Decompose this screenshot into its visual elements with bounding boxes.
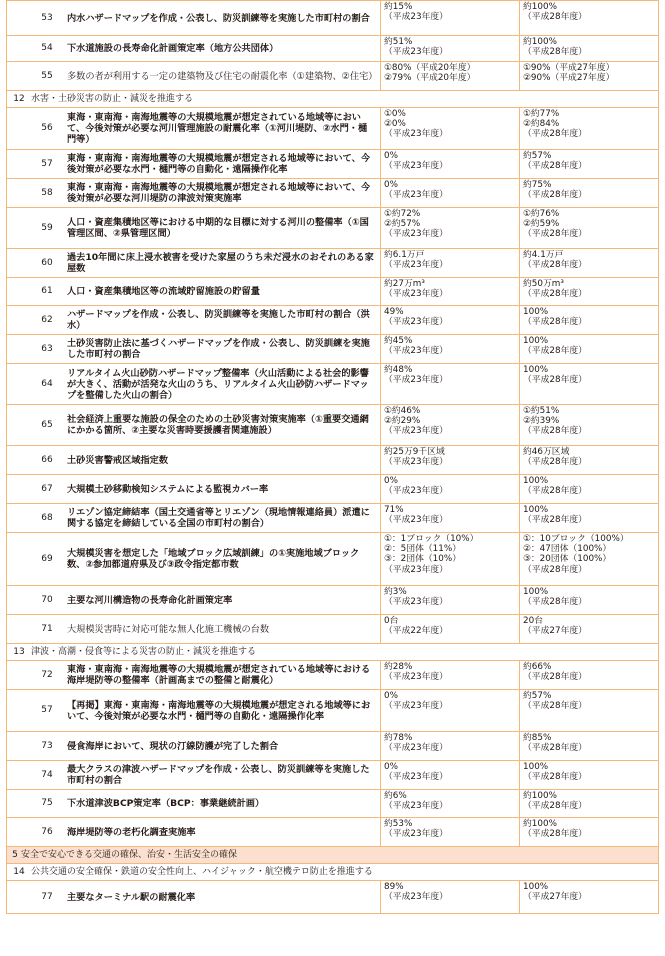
baseline-line: 約28% [384,662,413,672]
target-line: （平成28年度） [523,289,587,300]
baseline-line: （平成23年度） [384,129,448,140]
target-value-cell [519,533,658,585]
indent-cell [7,818,31,846]
indicator-text: 【再掲】東海・東南海・南海地震等の大規模地震が想定される地域等において、今後対策が必要な水門・樋門等の自動化・遠隔操作化率 [67,699,371,722]
table-row [7,881,658,914]
target-value-cell [519,364,658,404]
baseline-value-cell [380,661,519,689]
indicator-text: 土砂災害防止法に基づくハザードマップを作成・公表し、防災訓練を実施した市町村の割合 [67,338,370,360]
target-line: （平成28年度） [523,597,587,608]
indicator-text: ハザードマップを作成・公表し、防災訓練等を実施した市町村の割合（洪水） [67,309,370,331]
target-line: 約66% [523,662,552,672]
baseline-line: 約25万9千区域 [384,447,445,457]
target-value-cell [519,790,658,817]
target-value-cell [519,475,658,503]
indicator-number: 77 [41,891,53,902]
baseline-line: （平成23年度） [384,260,448,271]
section-title: 安全で安心できる交通の確保、治安・生活安全の確保 [21,849,238,860]
indent-cell [7,208,31,248]
indicator-number: 63 [41,343,53,354]
baseline-line: （平成22年度） [384,626,448,637]
indicator-number: 59 [41,222,53,233]
baseline-line: （平成23年度） [384,426,448,437]
target-line: （平成28年度） [523,486,587,497]
baseline-line: （平成23年度） [384,317,448,328]
indicator-text: 東海・東南海・南海地震等の大規模地震が想定される地域等において、今後対策が必要な水門・樋門等の自動化・遠隔操作化率 [67,153,371,175]
target-line: ②約39% [523,416,560,427]
baseline-value-cell [380,732,519,760]
indent-cell [7,790,31,817]
baseline-value-cell [380,150,519,178]
baseline-line: ②約29% [384,416,421,427]
target-line: （平成28年度） [523,317,587,328]
baseline-line: 約48% [384,365,413,375]
target-value-cell [519,615,658,643]
baseline-value-cell [380,108,519,149]
baseline-value-cell [380,36,519,61]
target-line: （平成28年度） [523,426,587,437]
table-row [7,818,658,847]
baseline-line: 0台 [384,616,399,626]
target-line: 約46万区域 [523,447,570,457]
baseline-line: ②0% [384,119,406,130]
target-line: （平成28年度） [523,829,587,840]
target-value-cell [519,732,658,760]
baseline-line: 0% [384,476,398,486]
target-line: （平成28年度） [523,129,587,140]
table-row [7,278,658,306]
target-value-cell [519,818,658,846]
baseline-line: 0% [384,691,398,701]
target-line: （平成27年度） [523,892,587,903]
baseline-line: （平成23年度） [384,892,448,903]
target-line: （平成28年度） [523,12,587,23]
baseline-line: ③：2団体（10%） [384,554,462,565]
target-line: 100% [523,336,549,346]
indent-cell [7,732,31,760]
target-line: （平成28年度） [523,457,587,468]
baseline-value-cell [380,446,519,474]
indent-cell [7,179,31,207]
table-row [7,208,658,249]
indicator-text: 下水道施設の長寿命化計画策定率（地方公共団体） [67,43,279,54]
baseline-line: （平成23年度） [384,457,448,468]
baseline-line: （平成23年度） [384,190,448,201]
baseline-line: （平成23年度） [384,515,448,526]
target-line: （平成28年度） [523,260,587,271]
indicator-number: 66 [41,454,53,465]
baseline-line: 約53% [384,819,413,829]
table-row [7,306,658,335]
section-number: 13 [13,646,25,657]
table-row [7,62,658,91]
target-value-cell [519,36,658,61]
indicator-text: 大規模災害を想定した「地域ブロック広域訓練」の①実施地域ブロック数、②参加都道府県及び③政令指定都市数 [67,548,360,570]
target-line: 約57% [523,691,552,701]
baseline-line: （平成23年度） [384,375,448,386]
target-line: 約100% [523,819,557,829]
target-line: （平成28年度） [523,375,587,386]
indent-cell [7,586,31,614]
indicator-number: 68 [41,512,53,523]
indent-cell [7,405,31,445]
baseline-line: （平成23年度） [384,801,448,812]
indent-cell [7,1,31,35]
indicator-number: 55 [41,70,53,81]
indicator-text: 東海・東南海・南海地震等の大規模地震が想定される地域等において、今後対策が必要な河川堤防の津波対策実施率 [67,182,371,204]
target-value-cell [519,179,658,207]
target-line: 100% [523,365,549,375]
indicator-number: 76 [41,826,53,837]
target-line: ①約76% [523,209,560,219]
table-row [7,615,658,644]
baseline-line: 約27万m³ [384,279,425,289]
baseline-line: ①：1ブロック（10%） [384,534,479,544]
target-value-cell [519,108,658,149]
indicator-number: 62 [41,314,53,325]
baseline-value-cell [380,1,519,35]
indicator-number: 69 [41,553,53,564]
section-header [7,644,658,661]
baseline-line: （平成23年度） [384,772,448,783]
baseline-value-cell [380,364,519,404]
target-line: （平成28年度） [523,229,587,240]
indicator-text: 過去10年間に床上浸水被害を受けた家屋のうち未だ浸水のおそれのある家屋数 [67,252,374,274]
baseline-value-cell [380,278,519,305]
baseline-value-cell [380,208,519,248]
target-line: ①90%（平成27年度） [523,63,615,73]
indicator-number: 73 [41,740,53,751]
indicator-number: 57 [41,705,53,716]
table-row [7,179,658,208]
indicator-text: 東海・東南海・南海地震等の大規模地震が想定されている地域等における海岸堤防等の整備率（計画高までの整備と耐震化） [67,664,371,686]
target-value-cell [519,208,658,248]
indicator-text: 大規模災害時に対応可能な無人化施工機械の台数 [67,623,270,635]
baseline-line: （平成23年度） [384,47,448,58]
target-value-cell [519,881,658,913]
target-line: 約100% [523,791,557,801]
target-value-cell [519,1,658,35]
indent-cell [7,36,31,61]
baseline-line: （平成23年度） [384,486,448,497]
target-line: （平成28年度） [523,801,587,812]
target-line: 100% [523,587,549,597]
target-line: ②約59% [523,219,560,230]
baseline-line: 71% [384,505,404,515]
target-value-cell [519,446,658,474]
target-line: 20台 [523,616,543,626]
section-header [7,91,658,108]
indicator-number: 54 [41,43,53,54]
target-line: （平成28年度） [523,190,587,201]
table-row [7,690,658,732]
target-line: （平成28年度） [523,47,587,58]
baseline-value-cell [380,249,519,277]
indicator-number: 70 [41,594,53,605]
indent-cell [7,533,31,585]
table-row [7,364,658,405]
baseline-line: ②79%（平成20年度） [384,73,476,84]
baseline-value-cell [380,586,519,614]
baseline-line: ①約72% [384,209,421,219]
baseline-value-cell [380,475,519,503]
target-value-cell [519,278,658,305]
indicator-number: 57 [41,158,53,169]
target-line: （平成27年度） [523,626,587,637]
baseline-line: （平成23年度） [384,672,448,683]
baseline-value-cell [380,881,519,913]
target-line: ②：47団体（100%） [523,544,612,555]
target-line: ③：20団体（100%） [523,554,612,565]
target-value-cell [519,661,658,689]
section-title: 公共交通の安全確保・鉄道の安全性向上、ハイジャック・航空機テロ防止を推進する [31,866,373,877]
baseline-value-cell [380,761,519,789]
baseline-line: （平成23年度） [384,12,448,23]
indent-cell [7,761,31,789]
indent-cell [7,249,31,277]
baseline-line: 49% [384,307,404,317]
indent-cell [7,446,31,474]
baseline-line: 0% [384,762,398,772]
section-number: 14 [13,866,25,877]
section-header [7,864,658,881]
indent-cell [7,881,31,913]
baseline-line: 0% [384,151,398,161]
indent-cell [7,504,31,532]
baseline-value-cell [380,306,519,334]
indent-cell [7,690,31,731]
target-value-cell [519,586,658,614]
baseline-line: （平成23年度） [384,289,448,300]
target-line: 100% [523,307,549,317]
baseline-line: 0% [384,180,398,190]
table-row [7,335,658,364]
major-section-header [7,847,658,864]
indent-cell [7,661,31,689]
indent-cell [7,615,31,643]
target-value-cell [519,761,658,789]
baseline-line: ①80%（平成20年度） [384,63,476,73]
indicator-text: 人口・資産集積地区等における中期的な目標に対する河川の整備率（①国管理区間、②県管理区間） [67,217,369,239]
indicator-text: 主要なターミナル駅の耐震化率 [67,891,196,903]
indicator-number: 64 [41,378,53,389]
indicator-number: 60 [41,257,53,268]
section-number: 12 [13,93,25,104]
baseline-line: （平成23年度） [384,346,448,357]
table-row [7,475,658,504]
baseline-line: ②：5団体（11%） [384,544,462,555]
target-value-cell [519,690,658,731]
target-value-cell [519,150,658,178]
target-line: （平成28年度） [523,515,587,526]
baseline-value-cell [380,504,519,532]
baseline-line: （平成23年度） [384,597,448,608]
table-row [7,661,658,690]
baseline-line: 約51% [384,37,413,47]
table-row [7,586,658,615]
indicator-text: 最大クラスの津波ハザードマップを作成・公表し、防災訓練等を実施した市町村の割合 [67,764,370,786]
table-row [7,249,658,278]
baseline-line: 約45% [384,336,413,346]
indent-cell [7,335,31,363]
target-line: 約75% [523,180,552,190]
indicator-text: 人口・資産集積地区等の流域貯留施設の貯留量 [67,286,260,297]
target-line: ②90%（平成27年度） [523,73,615,84]
indent-cell [7,475,31,503]
indicator-number: 72 [41,669,53,680]
target-line: （平成28年度） [523,772,587,783]
baseline-value-cell [380,615,519,643]
baseline-line: （平成23年度） [384,829,448,840]
table-row [7,761,658,790]
indent-cell [7,306,31,334]
baseline-line: 約6.1万戸 [384,250,425,260]
target-line: 100% [523,762,549,772]
indicator-text: 内水ハザードマップを作成・公表し、防災訓練等を実施した市町村の割合 [67,12,370,24]
target-value-cell [519,249,658,277]
baseline-line: 89% [384,882,404,892]
baseline-value-cell [380,62,519,90]
target-line: （平成28年度） [523,346,587,357]
target-line: ①約51% [523,406,560,416]
indent-cell [7,278,31,305]
baseline-line: （平成23年度） [384,229,448,240]
table-row [7,504,658,533]
indicator-text: 多数の者が利用する一定の建築物及び住宅の耐震化率（①建築物、②住宅） [67,70,378,82]
indicator-number: 75 [41,798,53,809]
baseline-value-cell [380,818,519,846]
indicator-number: 71 [41,623,53,634]
table-row [7,150,658,179]
indent-cell [7,62,31,90]
target-line: （平成28年度） [523,564,587,575]
table-row [7,732,658,761]
indicator-number: 56 [41,123,53,134]
baseline-line: （平成23年度） [384,701,448,712]
table-row [7,36,658,62]
target-line: （平成28年度） [523,701,587,712]
target-line: 約100% [523,2,557,12]
target-line: （平成28年度） [523,743,587,754]
indicator-text: リエゾン協定締結率（国土交通省等とリエゾン（現地情報連絡員）派遣に関する協定を締結している全国の市町村の割合） [67,507,370,529]
indicator-text: 土砂災害警戒区域指定数 [67,454,169,466]
target-line: 100% [523,882,549,892]
table-row [7,1,658,36]
table-row [7,446,658,475]
baseline-line: ②約57% [384,219,421,230]
indicator-number: 58 [41,187,53,198]
indicator-text: 下水道津波BCP策定率（BCP：事業継続計画） [67,798,265,809]
baseline-value-cell [380,179,519,207]
target-line: 100% [523,505,549,515]
baseline-line: 約3% [384,587,407,597]
indicator-table [6,0,659,914]
baseline-value-cell [380,690,519,731]
indicator-text: 侵食海岸において、現状の汀線防護が完了した割合 [67,740,279,752]
target-line: （平成28年度） [523,672,587,683]
indicator-number: 61 [41,286,53,297]
target-line: ①：10ブロック（100%） [523,534,629,544]
target-value-cell [519,504,658,532]
baseline-value-cell [380,405,519,445]
target-line: ①約77% [523,109,560,119]
target-line: 約50万m³ [523,279,564,289]
indicator-text: 社会経済上重要な施設の保全のための土砂災害対策実施率（①重要交通網にかかる箇所、②主要な災害時要援護者関連施設） [67,414,369,436]
indent-cell [7,108,31,149]
indicator-text: 海岸堤防等の老朽化調査実施率 [67,826,196,838]
indicator-text: 東海・東南海・南海地震等の大規模地震が想定されている地域等において、今後対策が必要な河川管理施設の耐震化率（①河川堤防、②水門・樋門等） [67,112,368,145]
indent-cell [7,364,31,404]
section-title: 水害・土砂災害の防止・減災を推進する [31,93,194,104]
section-title: 津波・高潮・侵食等による災害の防止・減災を推進する [31,646,257,657]
target-value-cell [519,306,658,334]
baseline-line: 約78% [384,733,413,743]
table-row [7,108,658,150]
target-value-cell [519,405,658,445]
target-line: 約85% [523,733,552,743]
baseline-value-cell [380,533,519,585]
baseline-line: （平成23年度） [384,743,448,754]
target-line: 約57% [523,151,552,161]
target-line: 約100% [523,37,557,47]
baseline-line: 約15% [384,2,413,12]
target-line: ②約84% [523,119,560,130]
indicator-text: 大規模土砂移動検知システムによる監視カバー率 [67,483,269,495]
indicator-number: 65 [41,419,53,430]
target-value-cell [519,62,658,90]
target-line: 100% [523,476,549,486]
baseline-line: ①約46% [384,406,421,416]
indicator-text: リアルタイム火山砂防ハザードマップ整備率（火山活動による社会的影響が大きく、活動が活発な火山のうち、リアルタイム火山砂防ハザードマップを整備した火山の割合） [67,367,369,401]
table-row [7,405,658,446]
indicator-number: 74 [41,769,53,780]
target-line: 約4.1万戸 [523,250,564,260]
target-line: （平成28年度） [523,161,587,172]
table-row [7,790,658,818]
baseline-value-cell [380,790,519,817]
baseline-line: ①0% [384,109,406,119]
baseline-value-cell [380,335,519,363]
indicator-text: 主要な河川構造物の長寿命化計画策定率 [67,594,233,606]
section-number: 5 [12,849,18,860]
indent-cell [7,150,31,178]
indicator-number: 67 [41,483,53,494]
target-value-cell [519,335,658,363]
baseline-line: 約6% [384,791,407,801]
table-row [7,533,658,586]
baseline-line: （平成23年度） [384,564,448,575]
baseline-line: （平成23年度） [384,161,448,172]
indicator-number: 53 [41,12,53,23]
